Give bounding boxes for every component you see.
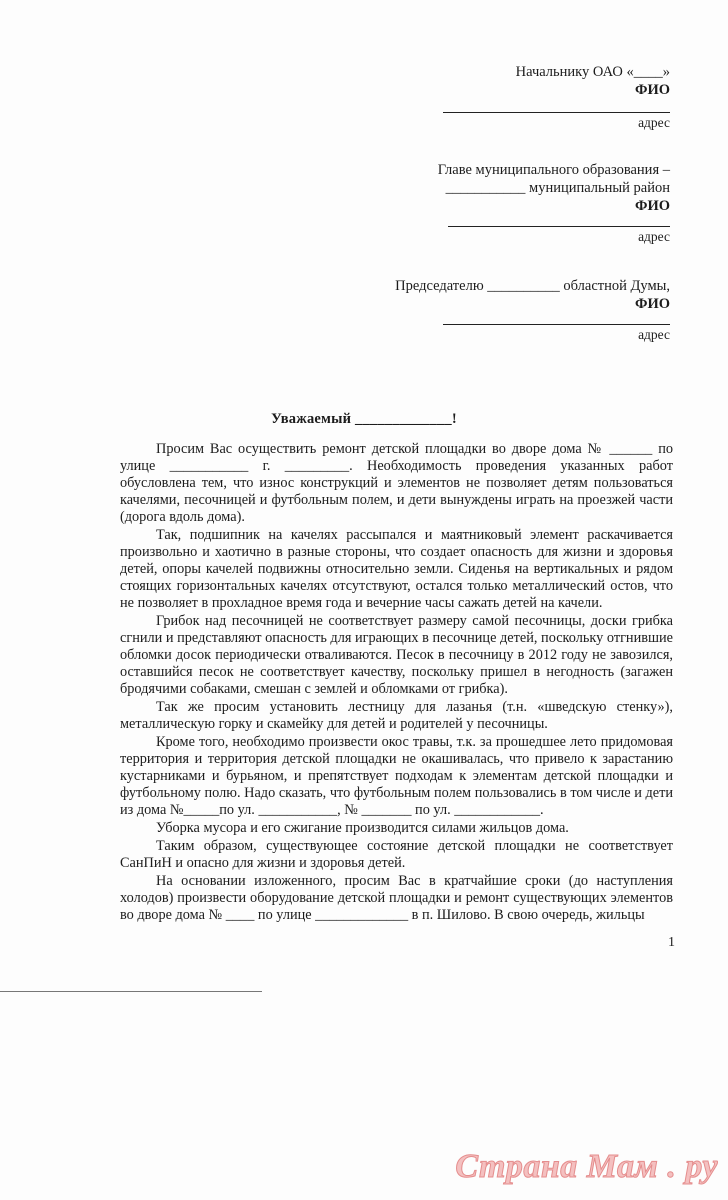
addressee-line: Главе муниципального образования – <box>437 162 670 178</box>
addressee-line: ___________ муниципальный район <box>445 180 670 196</box>
paragraph: Так же просим установить лестницу для лазанья (т.н. «шведскую стенку»), металлическую горку и скамейку для детей и родителей у песочницы. <box>120 699 673 732</box>
address-label: адрес <box>638 115 670 130</box>
paragraph: На основании изложенного, просим Вас в кратчайшие сроки (до наступления холодов) произвести оборудование детской площадки и ремонт существующих элементов во дворе дома № ____ по улице _____________ в п. Шилово. В свою очередь, жильцы <box>120 873 673 923</box>
addressee-line: Начальнику ОАО «____» <box>515 64 670 80</box>
scan-artifact-line <box>0 991 262 992</box>
greeting: Уважаемый _____________! <box>271 411 457 427</box>
addressee-line: Председателю __________ областной Думы, <box>395 278 670 294</box>
address-blank-line <box>443 112 670 113</box>
paragraph: Так, подшипник на качелях рассыпался и маятниковый элемент раскачивается произвольно и хаотично в разные стороны, что создает опасность для жизни и здоровья детей, опоры качелей подвижны относительно земли. Сиденья на вертикальных и рядом стоящих горизонтальных качелях отсутствуют, остался только металлический остов, что не позволяет в прохладное время года и вечерние часы сажать детей на качели. <box>120 527 673 611</box>
addressee-municipal-head <box>438 161 670 215</box>
letter-body <box>120 441 673 925</box>
site-watermark: Страна Мам . ру <box>455 1148 718 1185</box>
addressee-ojsc-head <box>516 63 670 99</box>
address-blank-line <box>448 226 670 227</box>
address-label: адрес <box>638 327 670 342</box>
paragraph: Уборка мусора и его сжигание производится силами жильцов дома. <box>156 820 569 836</box>
paragraph: Таким образом, существующее состояние детской площадки не соответствует СанПиН и опасно для жизни и здоровья детей. <box>120 838 673 871</box>
addressee-fio: ФИО <box>634 198 670 214</box>
addressee-fio: ФИО <box>634 296 670 312</box>
paragraph: Просим Вас осуществить ремонт детской площадки во дворе дома № ______ по улице ___________ г. _________. Необходимость проведения указанных работ обусловлена тем, что износ конструкций и элементов не позволяет детям пользоваться качелями, песочницей и футбольным полем, и дети вынуждены играть на проезжей части (дорога вдоль дома). <box>120 441 673 525</box>
page-number: 1 <box>668 935 675 950</box>
address-label: адрес <box>638 229 670 244</box>
paragraph: Кроме того, необходимо произвести окос травы, т.к. за прошедшее лето придомовая территория и территория детской площадки не окашивалась, что привело к зарастанию кустарниками и бурьяном, и препятствует подходам к элементам детской площадки и футбольному полю. Надо сказать, что футбольным полем пользовались в том числе и дети из дома №_____по ул. ___________, № _______ по ул. ____________. <box>120 734 673 818</box>
addressee-fio: ФИО <box>634 82 670 98</box>
addressee-duma-chairman <box>395 277 670 313</box>
paragraph: Грибок над песочницей не соответствует размеру самой песочницы, доски грибка сгнили и представляют опасность для играющих в песочнице детей, поскольку отгнившие обломки досок периодически отваливаются. Песок в песочницу в 2012 году не завозился, оставшийся песок не соответствует качеству, поскольку пришел в негодность (загажен бродячими собаками, смешан с землей и обломками от грибка). <box>120 613 673 697</box>
address-blank-line <box>443 324 670 325</box>
